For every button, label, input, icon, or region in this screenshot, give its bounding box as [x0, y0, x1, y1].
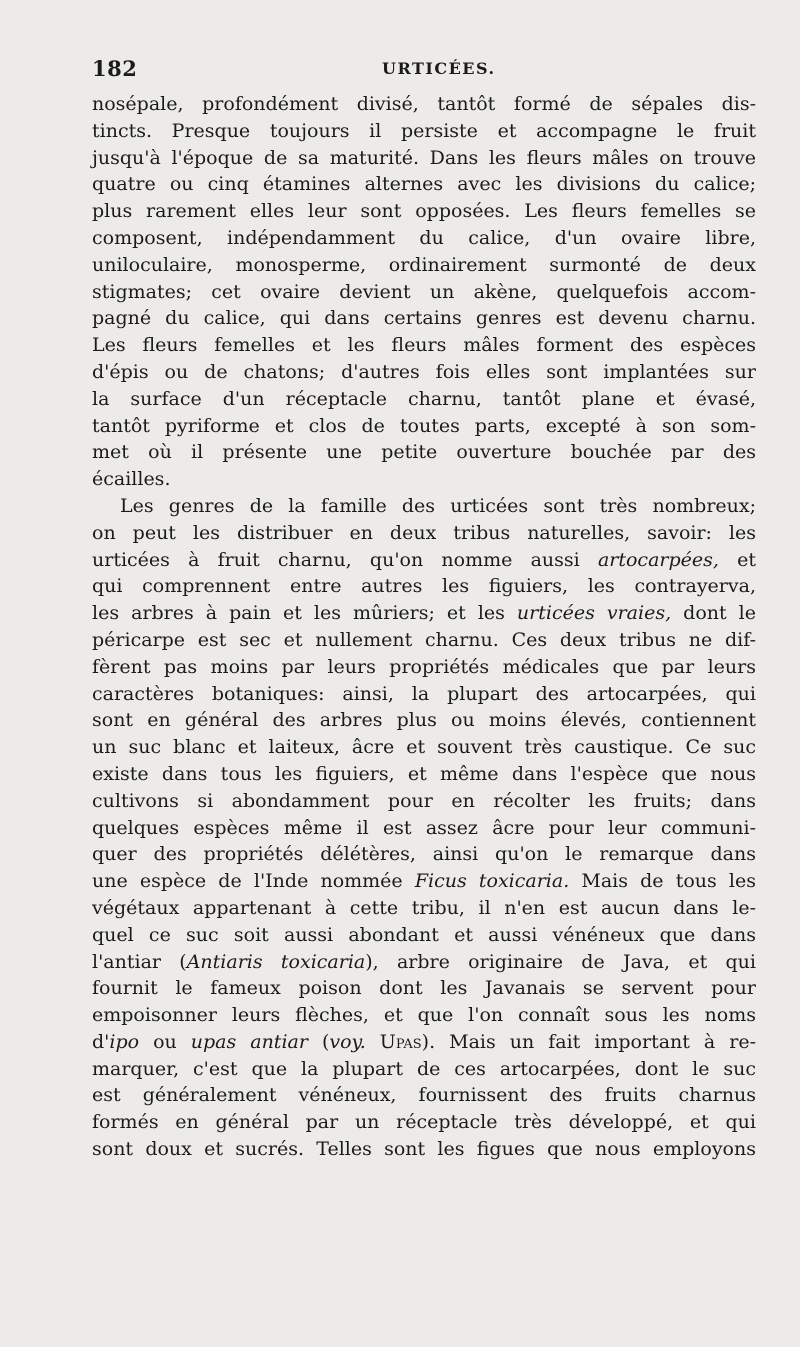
text-line: composent, indépendamment du calice, d'un ovaire libre, — [92, 226, 756, 249]
text-line: nosépale, profondément divisé, tantôt formé de sépales dis- — [92, 93, 756, 115]
text-line: Les fleurs femelles et les fleurs mâles forment des espèces — [92, 334, 756, 357]
text-line: on peut les distribuer en deux tribus naturelles, savoir: les — [92, 521, 756, 544]
text-line: caractères botaniques: ainsi, la plupart des artocarpées, qui — [92, 682, 756, 705]
text-line: fèrent pas moins par leurs propriétés médicales que par leurs — [92, 655, 756, 678]
text-line: uniloculaire, monosperme, ordinairement surmonté de deux — [92, 253, 756, 276]
text-line: sont en général des arbres plus ou moins élevés, contiennent — [92, 709, 756, 732]
text-line: la surface d'un réceptacle charnu, tantôt plane et évasé, — [92, 387, 756, 410]
italic-term: Ficus toxicaria. — [414, 870, 570, 893]
text-line: tantôt pyriforme et clos de toutes parts, excepté à son som- — [92, 414, 756, 437]
text-line: met où il présente une petite ouverture bouchée par des — [92, 441, 756, 464]
cross-reference: Upas — [365, 1030, 422, 1053]
text-line: sont doux et sucrés. Telles sont les figues que nous employons — [92, 1138, 756, 1161]
text-line: une espèce de l'Inde nommée Ficus toxicaria. Mais de tous les — [92, 870, 756, 893]
text-line: empoisonner leurs flèches, et que l'on connaît sous les noms — [92, 1004, 756, 1027]
text-line: d'ipo ou upas antiar (voy. Upas). Mais un fait important à re- — [92, 1030, 756, 1053]
text-line: est généralement vénéneux, fournissent des fruits charnus — [92, 1084, 756, 1107]
text-line: les arbres à pain et les mûriers; et les urticées vraies, dont le — [92, 602, 756, 625]
text-line: végétaux appartenant à cette tribu, il n'en est aucun dans le- — [92, 896, 756, 919]
text-line: plus rarement elles leur sont opposées. Les fleurs femelles se — [92, 200, 756, 223]
paragraph-1 — [92, 91, 756, 493]
italic-term: Antiaris toxicaria — [186, 950, 366, 973]
text-line: un suc blanc et laiteux, âcre et souvent très caustique. Ce suc — [92, 736, 756, 759]
text-line: écailles. — [92, 468, 171, 491]
running-head: URTICÉES. — [382, 59, 496, 78]
page-header — [92, 56, 758, 86]
text-line: d'épis ou de chatons; d'autres fois elles sont implantées sur — [92, 360, 756, 383]
text-line: tincts. Presque toujours il persiste et accompagne le fruit — [92, 119, 756, 142]
text-line: quel ce suc soit aussi abondant et aussi vénéneux que dans — [92, 923, 756, 946]
italic-term: artocarpées, — [597, 548, 719, 571]
text-line: marquer, c'est que la plupart de ces artocarpées, dont le suc — [92, 1057, 756, 1080]
text-line: pagné du calice, qui dans certains genres est devenu charnu. — [92, 307, 756, 330]
text-line: Les genres de la famille des urticées sont très nombreux; — [120, 494, 756, 517]
text-line: quatre ou cinq étamines alternes avec les divisions du calice; — [92, 173, 756, 196]
italic-term: upas antiar — [190, 1030, 308, 1053]
body-text — [92, 91, 756, 1163]
paragraph-2 — [92, 493, 756, 1163]
page-number: 182 — [92, 56, 138, 81]
text-line: fournit le fameux poison dont les Javanais se servent pour — [92, 977, 756, 1000]
text-line: cultivons si abondamment pour en récolter les fruits; dans — [92, 789, 756, 812]
italic-term: ipo — [109, 1030, 140, 1053]
text-line: formés en général par un réceptacle très développé, et qui — [92, 1111, 756, 1134]
text-line: quer des propriétés délétères, ainsi qu'on le remarque dans — [92, 843, 756, 866]
text-line: qui comprennent entre autres les figuiers, les contrayerva, — [92, 575, 756, 598]
text-line: existe dans tous les figuiers, et même dans l'espèce que nous — [92, 762, 756, 785]
text-line: jusqu'à l'époque de sa maturité. Dans les fleurs mâles on trouve — [92, 146, 756, 169]
text-line: péricarpe est sec et nullement charnu. Ces deux tribus ne dif- — [92, 628, 756, 651]
italic-term: voy. — [329, 1030, 366, 1053]
text-line: stigmates; cet ovaire devient un akène, quelquefois accom- — [92, 280, 756, 303]
text-line: urticées à fruit charnu, qu'on nomme aussi artocarpées, et — [92, 548, 757, 571]
text-line: quelques espèces même il est assez âcre pour leur communi- — [92, 816, 756, 839]
text-line: l'antiar (Antiaris toxicaria), arbre originaire de Java, et qui — [92, 950, 756, 973]
italic-term: urticées vraies, — [516, 602, 672, 625]
